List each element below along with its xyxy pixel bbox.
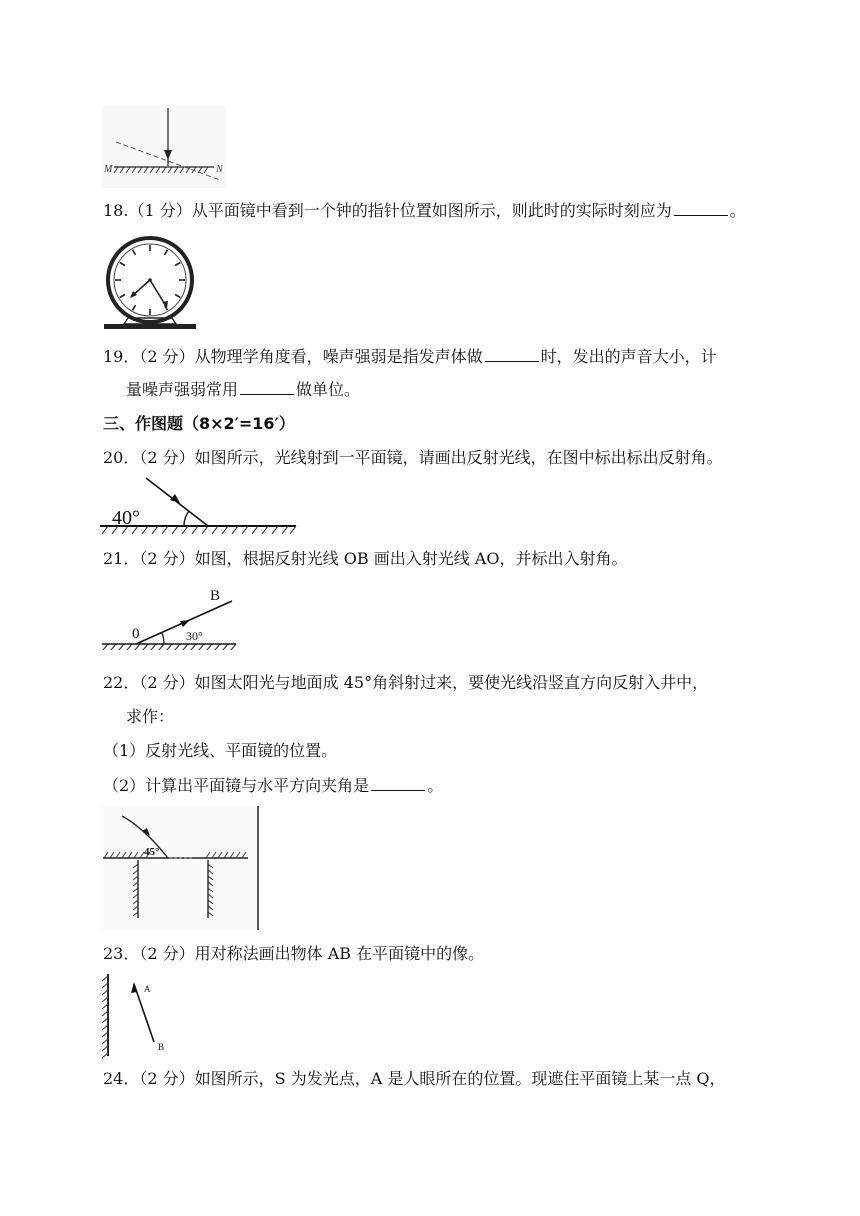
- question-21: 21．（2 分）如图，根据反射光线 OB 画出入射光线 AO，并标出入射角。: [103, 549, 628, 568]
- q20-figure: [100, 476, 300, 540]
- question-number: 21．: [103, 549, 140, 568]
- point-a-label: A: [144, 984, 151, 994]
- question-18: 18.（1 分）从平面镜中看到一个钟的指针位置如图所示，则此时的实际时刻应为 。: [103, 201, 746, 220]
- question-19-line1: 19．（2 分）从物理学角度看，噪声强弱是指发声体做 时，发出的声音大小，计: [103, 347, 717, 366]
- question-number: 22．: [103, 673, 140, 692]
- point-b-label: B: [158, 1042, 165, 1052]
- q21-figure: [100, 584, 240, 650]
- answer-blank[interactable]: [485, 345, 539, 362]
- question-number: 20．: [103, 448, 140, 467]
- point-o-label: 0: [132, 626, 140, 642]
- question-number: 18.: [103, 201, 129, 220]
- question-24: 24．（2 分）如图所示，S 为发光点，A 是人眼所在的位置。现遮住平面镜上某一点 Q，: [103, 1069, 726, 1088]
- answer-blank[interactable]: [371, 774, 425, 791]
- question-number: 19．: [103, 347, 140, 366]
- mirror-label-m: M: [104, 164, 113, 175]
- question-20: 20．（2 分）如图所示，光线射到一平面镜，请画出反射光线，在图中标出标出反射角。: [103, 448, 723, 467]
- q17-figure: [100, 104, 230, 190]
- angle-label: 45°: [144, 846, 160, 858]
- question-number: 24．: [103, 1069, 140, 1088]
- angle-label: 30°: [186, 629, 203, 643]
- question-22-sub1: （1）反射光线、平面镜的位置。: [103, 741, 338, 760]
- answer-blank[interactable]: [240, 378, 294, 395]
- question-22-sub2: （2）计算出平面镜与水平方向夹角是 。: [103, 776, 444, 795]
- mirror-label-n: N: [216, 164, 223, 175]
- question-22-line1: 22．（2 分）如图太阳光与地面成 45°角斜射过来，要使光线沿竖直方向反射入井中，: [103, 673, 709, 692]
- question-number: 23．: [103, 944, 140, 963]
- section-title: 三、作图题（8×2′=16′）: [103, 414, 295, 433]
- q23-figure: [100, 972, 190, 1060]
- q22-figure: [100, 806, 270, 932]
- clock-figure: [102, 236, 198, 332]
- question-text: （1 分）从平面镜中看到一个钟的指针位置如图所示，则此时的实际时刻应为: [128, 201, 672, 220]
- angle-label: 40°: [112, 507, 140, 529]
- question-19-line2: 量噪声强弱常用 做单位。: [126, 380, 361, 399]
- point-b-label: B: [210, 588, 221, 604]
- answer-blank[interactable]: [674, 199, 728, 216]
- question-22-line2: 求作：: [126, 707, 175, 726]
- question-23: 23．（2 分）用对称法画出物体 AB 在平面镜中的像。: [103, 944, 485, 963]
